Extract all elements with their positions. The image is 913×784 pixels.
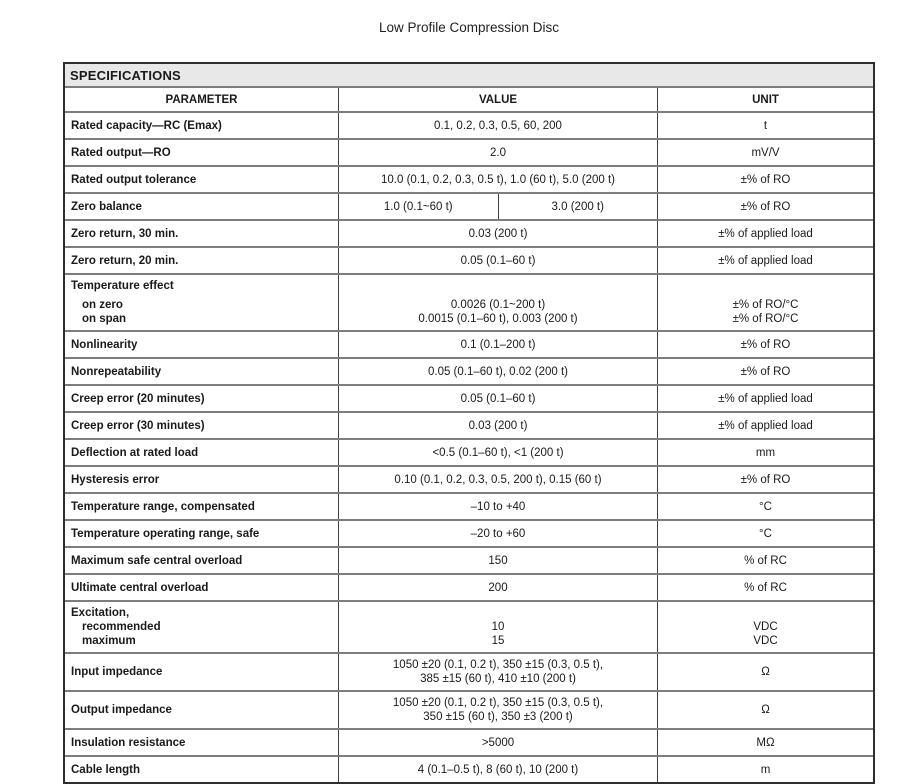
table-row bbox=[65, 273, 873, 330]
unit-cell: t bbox=[763, 119, 768, 132]
param-cell: Input impedance bbox=[71, 666, 163, 678]
unit-cell: ±% of RO bbox=[740, 173, 791, 186]
value-subcell: 1.0 (0.1~60 t) bbox=[383, 200, 453, 213]
table-row bbox=[65, 465, 873, 492]
value-cell: 0.1, 0.2, 0.3, 0.5, 60, 200 bbox=[338, 113, 658, 138]
unit-cell bbox=[658, 275, 873, 330]
table-row bbox=[65, 546, 873, 573]
unit-cell: % of RC bbox=[744, 581, 787, 594]
param-cell: Zero balance bbox=[71, 200, 142, 213]
section-title: SPECIFICATIONS bbox=[70, 68, 181, 83]
table-row bbox=[65, 438, 873, 465]
unit-cell: Ω bbox=[761, 704, 770, 716]
value-cell: 0.03 (200 t) bbox=[338, 221, 658, 246]
param-cell: Hysteresis error bbox=[71, 473, 160, 486]
column-header-value: VALUE bbox=[338, 88, 658, 111]
param-cell: Creep error (20 minutes) bbox=[71, 392, 205, 405]
table-row bbox=[65, 165, 873, 192]
value-cell: 0.1 (0.1–200 t) bbox=[338, 332, 658, 357]
unit-cell: ±% of applied load bbox=[718, 227, 813, 240]
page-title: Low Profile Compression Disc bbox=[378, 20, 560, 35]
param-cell: Nonrepeatability bbox=[71, 365, 162, 378]
table-row bbox=[65, 600, 873, 652]
value-cell: 0.05 (0.1–60 t) bbox=[338, 386, 658, 411]
param-subline: maximum bbox=[82, 635, 136, 647]
param-cell: Creep error (30 minutes) bbox=[71, 419, 205, 432]
param-cell: Rated output tolerance bbox=[71, 173, 197, 186]
value-cell bbox=[338, 194, 658, 219]
unit-cell: m bbox=[760, 763, 771, 776]
specifications-table bbox=[63, 62, 875, 784]
param-cell: Output impedance bbox=[71, 704, 172, 716]
unit-cell: °C bbox=[759, 527, 772, 540]
param-cell: Maximum safe central overload bbox=[71, 554, 243, 567]
column-header-parameter: PARAMETER bbox=[165, 93, 238, 106]
value-cell: –20 to +60 bbox=[338, 521, 658, 546]
table-row bbox=[65, 357, 873, 384]
table-row bbox=[65, 690, 873, 728]
unit-cell: ±% of RO bbox=[740, 338, 791, 351]
param-cell: Rated output—RO bbox=[71, 146, 171, 159]
value-line: 385 ±15 (60 t), 410 ±10 (200 t) bbox=[420, 673, 576, 685]
value-cell bbox=[338, 275, 658, 330]
unit-cell: mV/V bbox=[751, 146, 780, 159]
table-row bbox=[65, 219, 873, 246]
param-cell bbox=[65, 602, 338, 652]
value-line: 350 ±15 (60 t), 350 ±3 (200 t) bbox=[423, 711, 573, 723]
value-cell: >5000 bbox=[338, 730, 658, 755]
value-cell: 10.0 (0.1, 0.2, 0.3, 0.5 t), 1.0 (60 t), 5.0 (200 t) bbox=[338, 167, 658, 192]
table-row bbox=[65, 246, 873, 273]
table-row bbox=[65, 755, 873, 782]
value-cell: 200 bbox=[338, 575, 658, 600]
table-row bbox=[65, 192, 873, 219]
unit-cell: mm bbox=[755, 446, 776, 459]
value-cell bbox=[338, 654, 658, 690]
value-cell: 150 bbox=[338, 548, 658, 573]
param-cell: Temperature range, compensated bbox=[71, 500, 255, 513]
param-cell: Zero return, 30 min. bbox=[71, 227, 179, 240]
value-cell: 0.05 (0.1–60 t), 0.02 (200 t) bbox=[338, 359, 658, 384]
table-row bbox=[65, 519, 873, 546]
param-cell: Temperature operating range, safe bbox=[71, 527, 260, 540]
table-row bbox=[65, 728, 873, 755]
param-cell: Cable length bbox=[71, 763, 141, 776]
param-cell: Deflection at rated load bbox=[71, 446, 199, 459]
value-cell: 2.0 bbox=[338, 140, 658, 165]
param-cell: Nonlinearity bbox=[71, 338, 138, 351]
value-line: 10 bbox=[491, 621, 505, 633]
param-cell: Rated capacity—RC (Emax) bbox=[71, 119, 222, 132]
param-title: Excitation, bbox=[71, 607, 130, 619]
param-cell: Insulation resistance bbox=[71, 736, 186, 749]
param-subline: recommended bbox=[82, 621, 161, 633]
value-cell: 4 (0.1–0.5 t), 8 (60 t), 10 (200 t) bbox=[338, 757, 658, 782]
table-row bbox=[65, 330, 873, 357]
table-row bbox=[65, 138, 873, 165]
value-line: 1050 ±20 (0.1, 0.2 t), 350 ±15 (0.3, 0.5 t), bbox=[392, 659, 604, 671]
value-cell bbox=[338, 692, 658, 728]
value-line: 0.0015 (0.1–60 t), 0.003 (200 t) bbox=[418, 313, 578, 325]
column-header-unit: UNIT bbox=[752, 93, 779, 106]
param-cell: Ultimate central overload bbox=[71, 581, 209, 594]
unit-cell: MΩ bbox=[756, 736, 775, 749]
value-cell: 0.10 (0.1, 0.2, 0.3, 0.5, 200 t), 0.15 (60 t) bbox=[338, 467, 658, 492]
unit-line: ±% of RO/°C bbox=[732, 313, 799, 325]
value-line: 15 bbox=[491, 635, 505, 647]
param-cell: Zero return, 20 min. bbox=[71, 254, 179, 267]
value-subcell: 3.0 (200 t) bbox=[498, 194, 658, 219]
value-line: 1050 ±20 (0.1, 0.2 t), 350 ±15 (0.3, 0.5 t), bbox=[392, 697, 604, 709]
section-header-row bbox=[65, 64, 873, 86]
table-row bbox=[65, 111, 873, 138]
param-subline: on zero bbox=[82, 299, 123, 311]
table-row bbox=[65, 492, 873, 519]
unit-cell: Ω bbox=[761, 666, 770, 678]
table-row bbox=[65, 652, 873, 690]
value-cell: –10 to +40 bbox=[338, 494, 658, 519]
param-title: Temperature effect bbox=[71, 280, 174, 292]
unit-line: ±% of RO/°C bbox=[732, 299, 799, 311]
value-cell bbox=[338, 602, 658, 652]
value-cell: <0.5 (0.1–60 t), <1 (200 t) bbox=[338, 440, 658, 465]
unit-cell: ±% of applied load bbox=[718, 254, 813, 267]
param-cell bbox=[65, 275, 338, 330]
unit-cell: ±% of RO bbox=[740, 365, 791, 378]
unit-cell: ±% of applied load bbox=[718, 392, 813, 405]
unit-cell: ±% of RO bbox=[740, 473, 791, 486]
unit-cell: ±% of RO bbox=[740, 200, 791, 213]
unit-cell bbox=[658, 602, 873, 652]
value-line: 0.0026 (0.1~200 t) bbox=[450, 299, 546, 311]
unit-line: VDC bbox=[753, 635, 778, 647]
unit-cell: °C bbox=[759, 500, 772, 513]
table-row bbox=[65, 573, 873, 600]
value-cell: 0.05 (0.1–60 t) bbox=[338, 248, 658, 273]
unit-cell: % of RC bbox=[744, 554, 787, 567]
column-header-row bbox=[65, 86, 873, 111]
unit-cell: ±% of applied load bbox=[718, 419, 813, 432]
table-row bbox=[65, 384, 873, 411]
table-row bbox=[65, 411, 873, 438]
value-cell: 0.03 (200 t) bbox=[338, 413, 658, 438]
param-subline: on span bbox=[82, 313, 127, 325]
unit-line: VDC bbox=[753, 621, 778, 633]
